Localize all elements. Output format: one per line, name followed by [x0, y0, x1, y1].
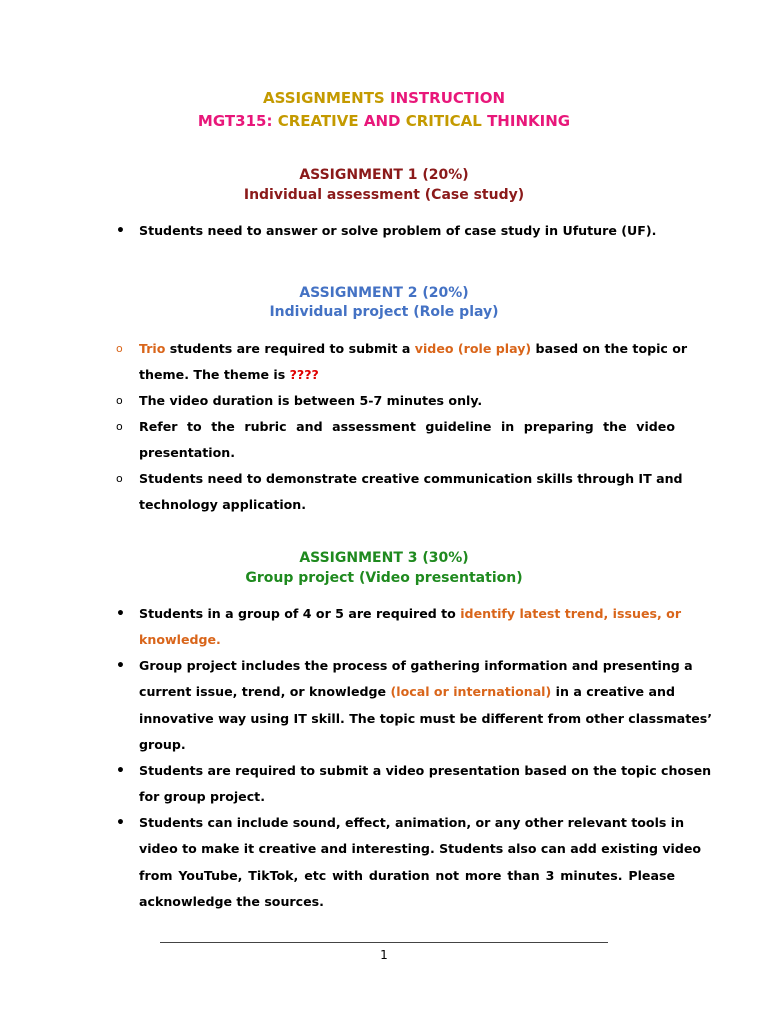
assignment1-title: ASSIGNMENT 1 (20%)	[299, 167, 469, 183]
assignment2-item-3: Refer to the rubric and assessment guideline in preparing the video presentation.	[139, 419, 675, 461]
assignment1-bullet: Students need to answer or solve problem of case study in Ufuture (UF).	[139, 223, 657, 238]
theme-placeholder: ????	[289, 367, 319, 383]
assignment3-bullet-4: Students can include sound, effect, animation, or any other relevant tools in video to make it creative and interesting. Students also can add existing video from YouTube, TikTok, etc with duration not more than 3 minutes. Please acknowledge the sources.	[139, 815, 702, 910]
title-word-instruction: INSTRUCTION	[389, 89, 506, 107]
bullet-dot-icon: •	[116, 815, 125, 831]
assignment3-bullet-3: Students are required to submit a video presentation based on the topic chosen for group project.	[139, 763, 712, 805]
assignment3-title: ASSIGNMENT 3 (30%)	[299, 550, 469, 566]
assignment3-bullet-1: Students in a group of 4 or 5 are required to identify latest trend, issues, or knowledge.	[139, 606, 682, 648]
bullet-dot-icon: •	[116, 763, 125, 779]
knowledge-highlight: knowledge.	[139, 632, 221, 648]
trend-highlight: identify latest trend, issues, or	[460, 606, 682, 621]
course-word-and: AND	[363, 112, 401, 130]
bullet-dot-icon: •	[116, 223, 125, 239]
assignment2-title: ASSIGNMENT 2 (20%)	[299, 285, 469, 301]
video-role-play-highlight: video (role play)	[414, 341, 532, 356]
assignment3-subtitle: Group project (Video presentation)	[245, 570, 523, 586]
circle-bullet-icon: o	[116, 342, 123, 355]
assignment2-item-4: Students need to demonstrate creative communication skills through IT and technology application.	[139, 471, 683, 513]
course-code: MGT315:	[197, 112, 273, 130]
title-word-assignments: ASSIGNMENTS	[262, 89, 385, 107]
assignment3-bullet-2: Group project includes the process of gathering information and presenting a current issue, trend, or knowledge (local or international) in a creative and innovative way using IT skill. The topic must be different from other classmates’ group.	[139, 658, 713, 753]
bullet-dot-icon: •	[116, 606, 125, 622]
course-word-critical: CRITICAL	[405, 112, 482, 130]
circle-bullet-icon: o	[116, 394, 123, 407]
circle-bullet-icon: o	[116, 472, 123, 485]
trio-highlight: Trio	[139, 341, 166, 356]
course-title	[0, 112, 768, 130]
local-international-highlight: (local or international)	[390, 684, 552, 700]
assignment1-subtitle: Individual assessment (Case study)	[243, 187, 525, 203]
course-word-thinking: THINKING	[487, 112, 571, 130]
page-number: 1	[380, 948, 388, 962]
course-word-creative: CREATIVE	[277, 112, 359, 130]
assignment2-item-2: The video duration is between 5-7 minutes only.	[139, 393, 483, 408]
assignment2-item-1: Trio students are required to submit a video (role play) based on the topic or theme. The theme is ????	[139, 341, 688, 383]
assignment2-subtitle: Individual project (Role play)	[269, 304, 499, 320]
bullet-dot-icon: •	[116, 658, 125, 674]
document-title	[0, 89, 768, 107]
circle-bullet-icon: o	[116, 420, 123, 433]
footer-divider	[160, 942, 608, 943]
